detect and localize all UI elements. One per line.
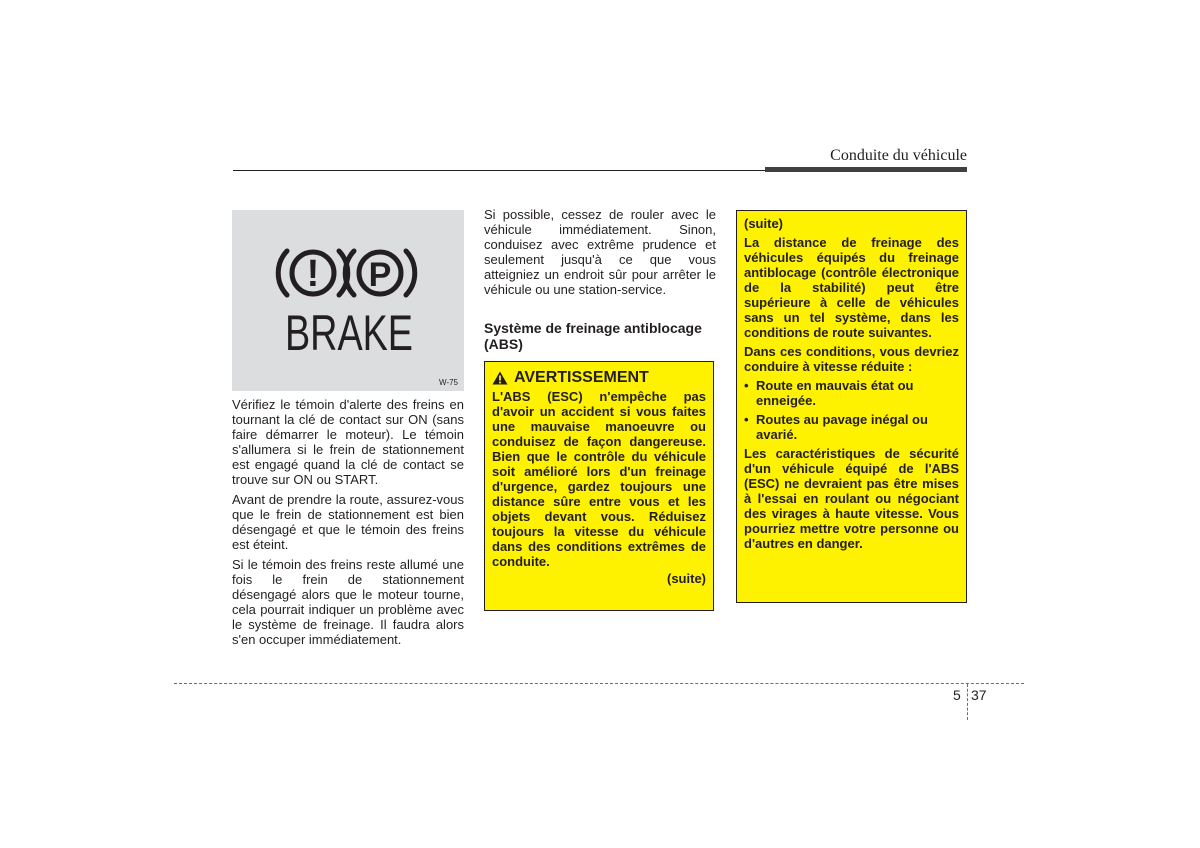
paragraph: Vérifiez le témoin d'alerte des freins en tournant la clé de contact sur ON (sans faire démarrer le moteur). Le témoin s'allumera si le frein de stationnement est engagé quand la clé de contact se trouve sur ON ou START. bbox=[232, 397, 464, 487]
header-rule-accent bbox=[765, 167, 967, 172]
bullet-glyph: • bbox=[744, 412, 749, 427]
bullet-list bbox=[744, 378, 959, 442]
page-number: 37 bbox=[971, 687, 987, 703]
warning-box bbox=[484, 361, 714, 611]
list-item bbox=[744, 378, 959, 408]
footer-divider bbox=[967, 684, 968, 720]
paragraph: Avant de prendre la route, assurez-vous que le frein de stationnement est bien désengagé et que le témoin des freins est éteint. bbox=[232, 492, 464, 552]
paragraph: Dans ces conditions, vous devriez conduire à vitesse réduite : bbox=[744, 344, 959, 374]
figure-code: W-75 bbox=[439, 378, 458, 387]
warning-body: L'ABS (ESC) n'empêche pas d'avoir un accident si vous faites une mauvaise manoeuvre ou conduisez de façon dangereuse. Bien que le contrôle du véhicule soit amélioré lors d'un freinage d'urgence, gardez toujours une distance sûre entre vous et les objets devant vous. Réduisez toujours la vitesse du véhicule dans des conditions extrêmes de conduite. bbox=[492, 389, 706, 569]
bullet-glyph: • bbox=[744, 378, 749, 393]
section-heading: Système de freinage antiblocage (ABS) bbox=[484, 320, 702, 352]
parking-glyph: P bbox=[368, 256, 392, 294]
list-item-text: Route en mauvais état ou enneigée. bbox=[756, 378, 914, 408]
paragraph: La distance de freinage des véhicules équipés du freinage antiblocage (contrôle électronique de la stabilité) peut être supérieure à celle de véhicules sans un tel système, dans les conditions de route suivantes. bbox=[744, 235, 959, 340]
continued-label: (suite) bbox=[667, 571, 706, 586]
brake-warning-figure bbox=[232, 210, 464, 391]
footer-rule bbox=[174, 683, 1024, 684]
column-1 bbox=[232, 397, 464, 652]
chapter-number: 5 bbox=[953, 687, 961, 703]
exclamation-glyph: ! bbox=[306, 253, 320, 295]
warning-continuation-box bbox=[736, 210, 967, 603]
continued-label: (suite) bbox=[744, 216, 783, 231]
paragraph: Si possible, cessez de rouler avec le véhicule immédiatement. Sinon, conduisez avec extrême prudence et seulement jusqu'à ce que vous atteigniez un endroit sûr pour arrêter le véhicule ou une station-service. bbox=[484, 207, 716, 297]
warning-triangle-icon bbox=[492, 371, 508, 385]
brake-word: BRAKE bbox=[285, 305, 413, 361]
paragraph: Les caractéristiques de sécurité d'un véhicule équipé de l'ABS (ESC) ne devraient pas être mises à l'essai en roulant ou négociant des virages à haute vitesse. Vous pourriez mettre votre personne ou d'autres en danger. bbox=[744, 446, 959, 551]
paragraph: Si le témoin des freins reste allumé une fois le frein de stationnement désengagé alors que le moteur tourne, cela pourrait indiquer un problème avec le système de freinage. Il faudra alors s'en occuper immédiatement. bbox=[232, 557, 464, 647]
running-header: Conduite du véhicule bbox=[830, 147, 967, 164]
warning-title bbox=[492, 370, 706, 385]
warning-title-text: AVERTISSEMENT bbox=[514, 369, 649, 386]
brake-warning-light-icon bbox=[232, 210, 464, 391]
column-2 bbox=[484, 207, 716, 302]
list-item-text: Routes au pavage inégal ou avarié. bbox=[756, 412, 928, 442]
list-item bbox=[744, 412, 959, 442]
